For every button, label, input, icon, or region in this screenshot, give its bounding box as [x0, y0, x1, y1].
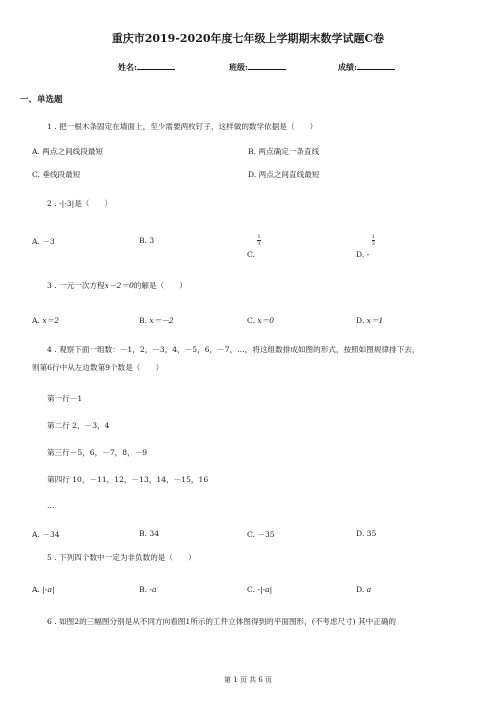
q5-d-label: D. [356, 585, 365, 594]
question-4-line-2: 则第6行中从左边数第9个数是（ ） [32, 363, 164, 372]
q3-b-expr: x＝－2 [149, 316, 174, 325]
q2-option-a: A. －3 [32, 237, 55, 246]
q4-option-b: B. 34 [139, 529, 160, 538]
page-footer: 第 1 页 共 6 页 [223, 676, 273, 684]
q4-option-d: D. 35 [356, 529, 377, 538]
q5-option-b [139, 585, 157, 594]
q5-b-expr: -a [149, 585, 157, 594]
q5-a-label: A. [32, 585, 40, 594]
score-field [338, 62, 395, 73]
page-title: 重庆市2019-2020年度七年级上学期期末数学试题C卷 [111, 32, 385, 45]
q4-row-3: 第三行－5，6，－7，8，－9 [47, 448, 148, 457]
q2-tail: 是（ ） [74, 199, 113, 208]
question-4-line-1: 4 . 观察下面一组数：－1，2，－3，4，－5，6，－7，…，将这组数排成如图的形式，按照如图规律排下去， [47, 345, 420, 354]
question-6: 6 . 如图2的三幅图分别是从不同方向看图1所示的工件立体图得到的平面图形，(不考虑尺寸) 其中正确的 [47, 617, 397, 626]
q2-c-label: C. [247, 250, 255, 259]
q2-number: 2 . [47, 199, 57, 208]
q2-option-c [247, 234, 261, 259]
q5-d-expr: a [366, 585, 372, 594]
class-field [229, 62, 286, 73]
q3-option-a [32, 315, 59, 326]
question-3 [47, 280, 187, 291]
q3-c-expr: x＝0 [257, 316, 275, 325]
q3-d-expr: x＝1 [366, 316, 384, 325]
class-label: 班级: [229, 62, 248, 72]
q3-a-label: A. [32, 316, 40, 325]
name-blank [137, 62, 175, 70]
q5-option-d [356, 585, 371, 594]
class-blank [248, 62, 286, 70]
question-5: 5 . 下列四个数中一定为非负数的是（ ） [47, 553, 196, 562]
q3-equation: x－2＝0 [104, 281, 134, 290]
question-1: 1 . 把一根木条固定在墙面上，至少需要两枚钉子，这样做的数学依据是（ ） [47, 122, 318, 131]
q3-d-label: D. [356, 316, 365, 325]
q3-text-pre: 3 . 一元一次方程 [47, 281, 105, 290]
q2-expression: -|-3| [59, 199, 75, 208]
q3-option-c [247, 315, 274, 326]
q5-a-expr: |-a| [42, 585, 55, 594]
q5-b-label: B. [139, 585, 147, 594]
q4-row-2: 第二行 2，－3，4 [47, 421, 110, 430]
q2-d-label: D. - [356, 250, 370, 259]
name-field [118, 62, 175, 73]
score-blank [357, 62, 395, 70]
q3-option-b [139, 315, 174, 326]
q2-option-d [356, 234, 375, 259]
q2-c-denominator: 3 [257, 241, 261, 247]
q3-option-d [356, 315, 383, 326]
q2-d-denominator: 3 [371, 241, 375, 247]
q1-option-b: B. 两点确定一条直线 [248, 147, 320, 156]
q3-b-label: B. [139, 316, 147, 325]
q2-c-numerator: 1 [257, 234, 261, 240]
q4-row-1: 第一行－1 [47, 394, 83, 403]
q5-option-a [32, 585, 55, 594]
q2-option-b: B. 3 [139, 236, 155, 245]
q1-option-d: D. 两点之间直线最短 [248, 170, 320, 179]
q1-option-a: A. 两点之间线段最短 [32, 147, 104, 156]
q2-d-numerator: 1 [371, 234, 375, 240]
q2-d-fraction [372, 234, 375, 247]
q3-text-post: 的解是（ ） [133, 281, 187, 290]
q3-a-expr: x＝2 [42, 316, 60, 325]
q2-c-fraction [257, 234, 260, 247]
q4-option-a: A. －34 [32, 530, 60, 539]
q5-c-expr: -|-a| [257, 585, 273, 594]
score-label: 成绩: [338, 62, 357, 72]
q5-option-c [247, 585, 272, 594]
q4-ellipsis: … [47, 501, 55, 510]
q3-c-label: C. [247, 316, 255, 325]
q4-option-c: C. －35 [247, 530, 275, 539]
section-title: 一、单选题 [20, 95, 63, 105]
question-2 [47, 198, 112, 209]
q5-c-label: C. [247, 585, 255, 594]
q1-option-c: C. 垂线段最短 [32, 170, 81, 179]
name-label: 姓名: [118, 62, 137, 72]
q4-row-4: 第四行 10，－11，12，－13，14，－15，16 [47, 475, 209, 484]
